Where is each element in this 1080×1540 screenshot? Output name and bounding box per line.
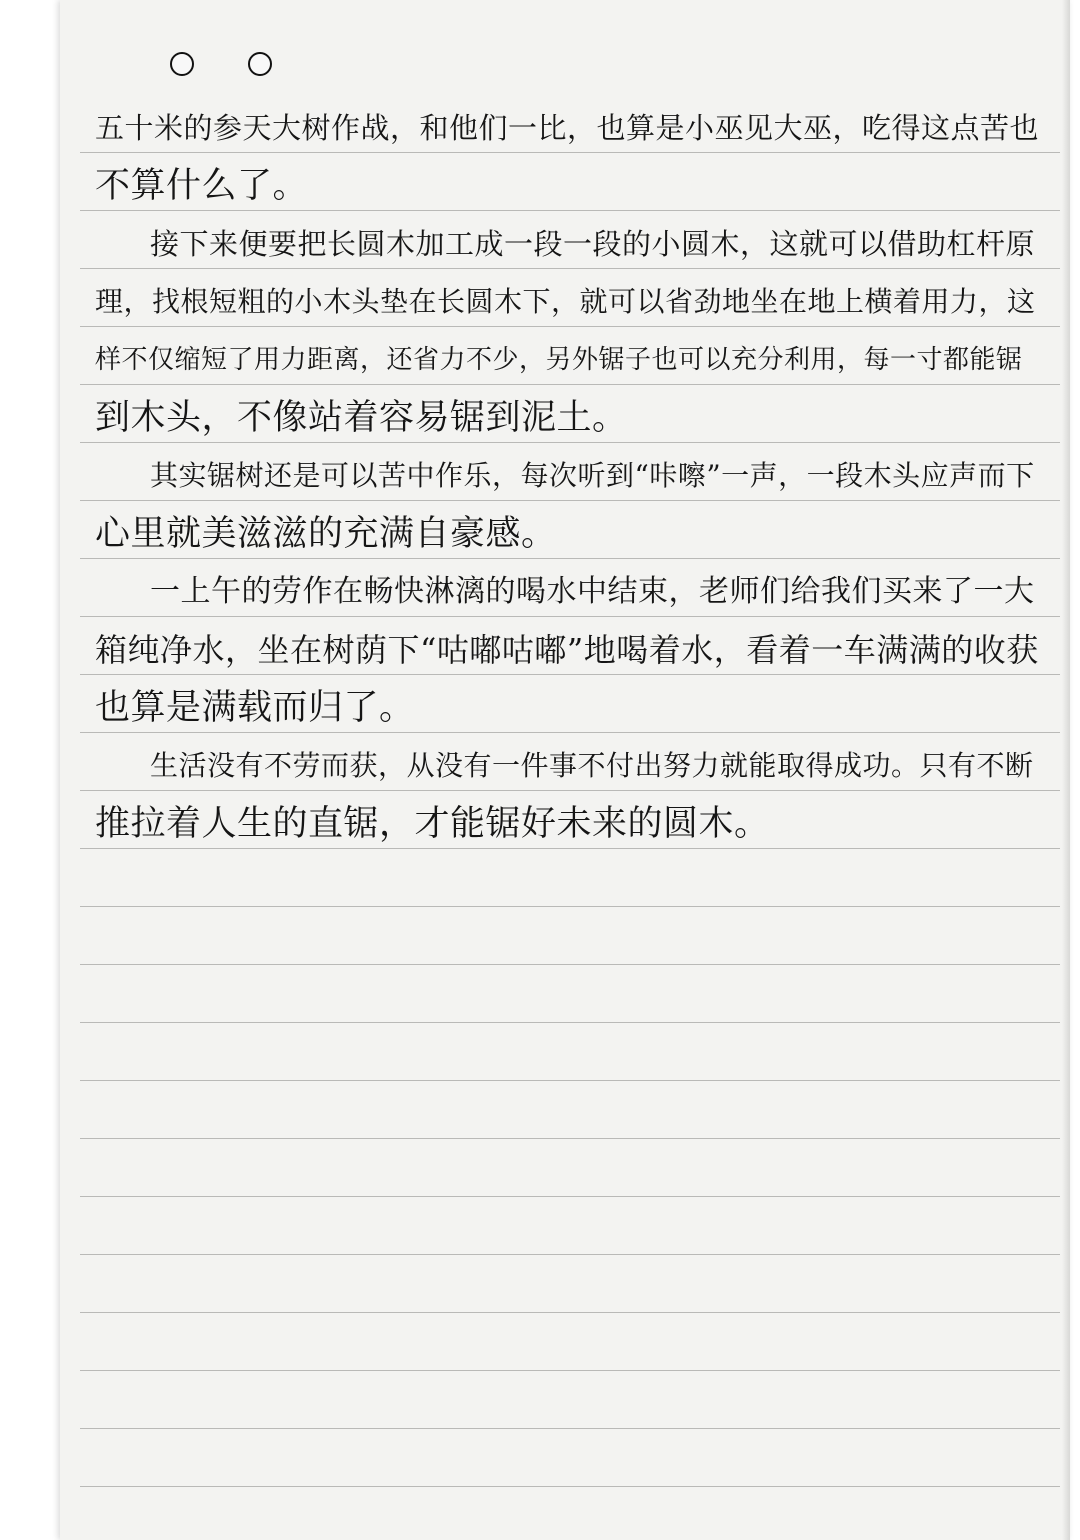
binder-hole-icon	[248, 52, 272, 76]
handwriting-line: 一上午的劳作在畅快淋漓的喝水中结束，老师们给我们买来了一大	[150, 574, 1035, 609]
handwriting-line: 接下来便要把长圆木加工成一段一段的小圆木，这就可以借助杠杆原	[150, 227, 1036, 261]
handwriting-line: 心里就美滋滋的充满自豪感。	[95, 514, 557, 554]
ruled-line	[80, 1138, 1060, 1139]
ruled-line	[80, 1370, 1060, 1371]
handwriting-line: 推拉着人生的直锯，才能锯好未来的圆木。	[95, 804, 770, 844]
ruled-line	[80, 1312, 1060, 1313]
handwriting-line: 其实锯树还是可以苦中作乐，每次听到“咔嚓”一声，一段木头应声而下	[150, 459, 1035, 492]
handwriting-line: 理，找根短粗的小木头垫在长圆木下，就可以省劲地坐在地上横着用力，这	[95, 285, 1036, 318]
ruled-line	[80, 1486, 1060, 1487]
binder-hole-icon	[170, 52, 194, 76]
handwriting-line: 生活没有不劳而获，从没有一件事不付出努力就能取得成功。只有不断	[150, 749, 1034, 782]
handwriting-line: 到木头，不像站着容易锯到泥土。	[95, 398, 628, 438]
ruled-line	[80, 1196, 1060, 1197]
handwriting-line: 也算是满载而归了。	[95, 688, 415, 728]
handwriting-line: 箱纯净水，坐在树荫下“咕嘟咕嘟”地喝着水，看着一车满满的收获	[95, 631, 1039, 669]
page-edge-shadow	[1062, 0, 1070, 1540]
ruled-line	[80, 1428, 1060, 1429]
ruled-line	[80, 964, 1060, 965]
handwriting-line: 不算什么了。	[95, 166, 309, 206]
ruled-line	[80, 906, 1060, 907]
ruled-line	[80, 1254, 1060, 1255]
ruled-line	[80, 1022, 1060, 1023]
handwriting-line: 样不仅缩短了用力距离，还省力不少，另外锯子也可以充分利用，每一寸都能锯	[95, 345, 1023, 375]
ruled-line	[80, 1080, 1060, 1081]
handwriting-line: 五十米的参天大树作战，和他们一比，也算是小巫见大巫，吃得这点苦也	[95, 111, 1040, 145]
